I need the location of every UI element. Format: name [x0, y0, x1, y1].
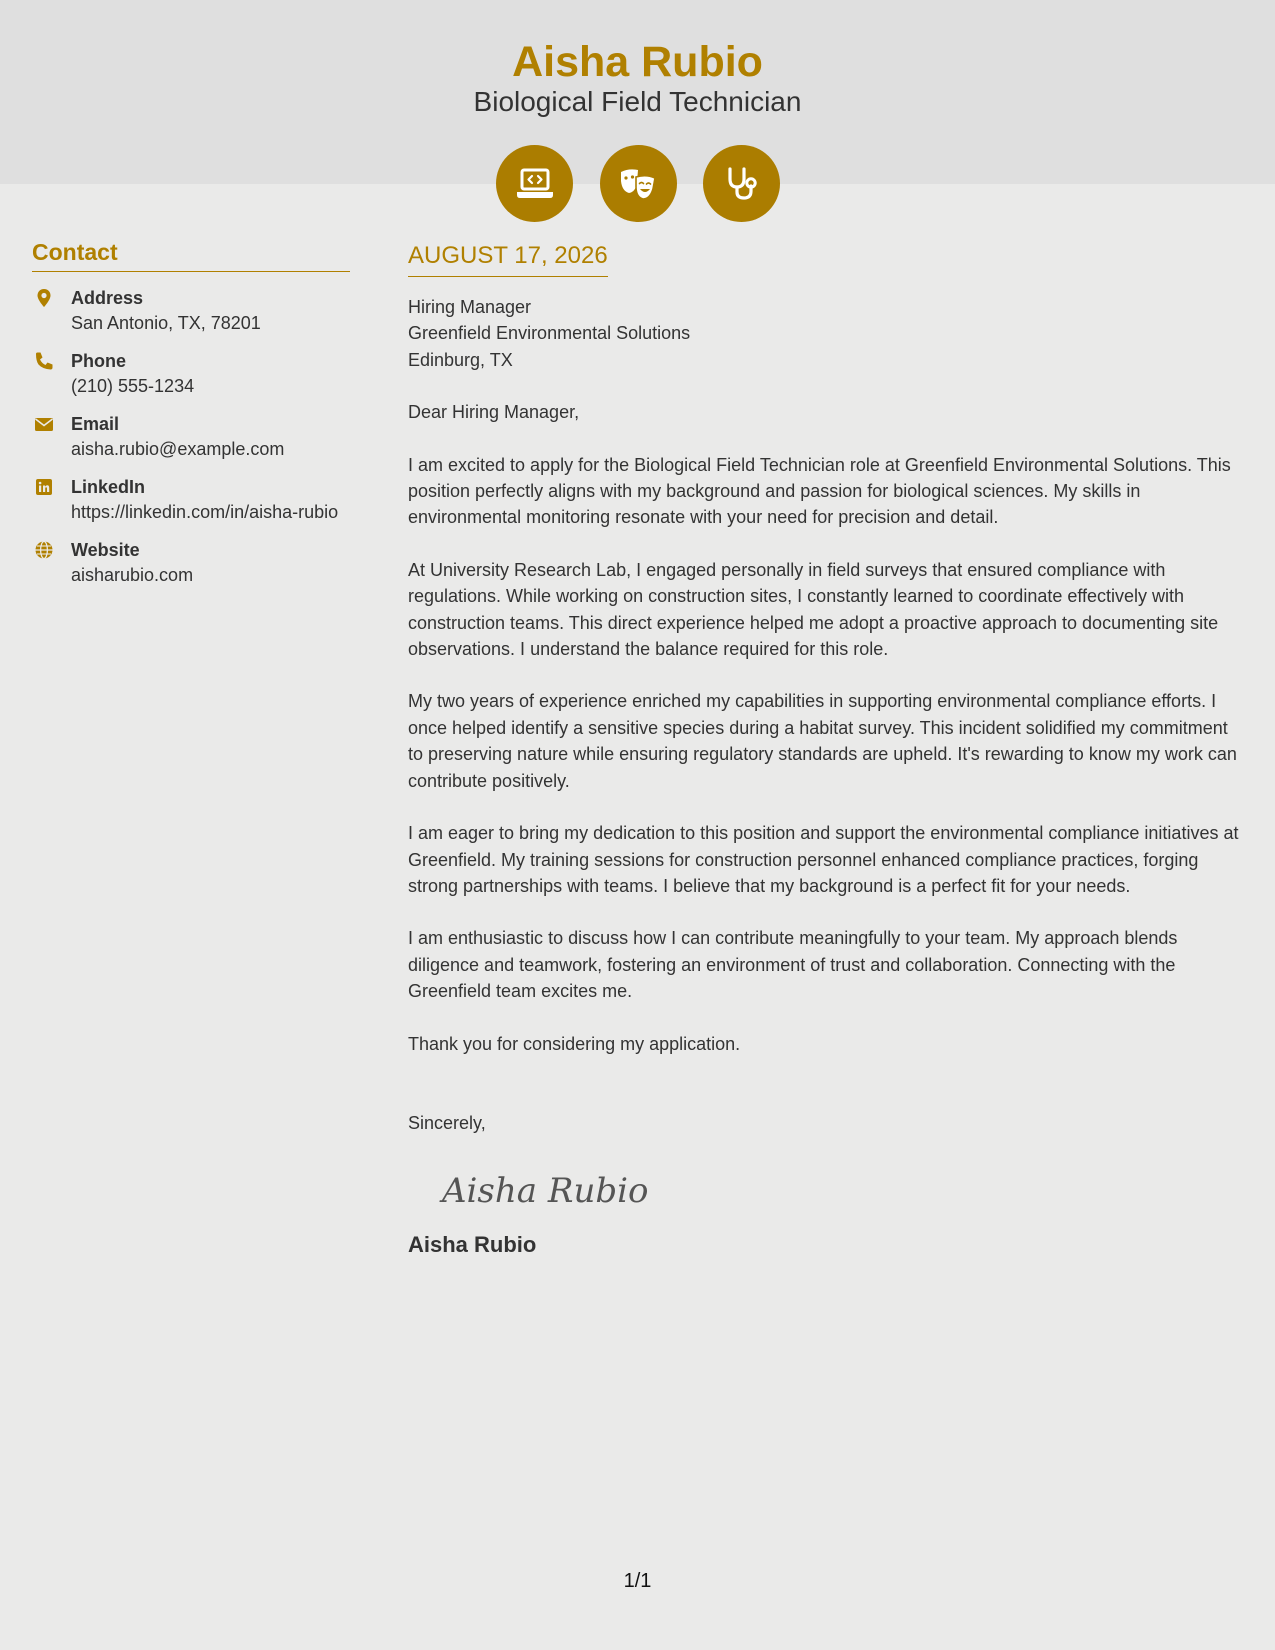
letter-date: AUGUST 17, 2026	[408, 240, 608, 277]
applicant-name: Aisha Rubio	[512, 38, 763, 86]
letter-paragraph: I am eager to bring my dedication to this position and support the environmental compliance initiatives at Greenfield. My training sessions for construction personnel enhanced compliance practices, forging strong partnerships with teams. I believe that my background is a perfect fit for your needs.	[408, 823, 1239, 896]
linkedin-icon	[34, 477, 54, 497]
signed-name: Aisha Rubio	[408, 1232, 537, 1258]
phone-icon	[34, 351, 54, 371]
contact-item-linkedin	[32, 475, 350, 525]
envelope-icon	[34, 414, 54, 434]
stethoscope-icon	[703, 145, 780, 222]
handwritten-signature	[438, 1158, 1240, 1218]
letter-paragraph: I am enthusiastic to discuss how I can contribute meaningfully to your team. My approach blends diligence and teamwork, fostering an environment of trust and collaboration. Connecting with the Greenfield team excites me.	[408, 928, 1178, 1002]
theater-masks-icon	[600, 145, 677, 222]
salutation: Dear Hiring Manager,	[408, 402, 580, 423]
page-number: 1/1	[623, 1570, 652, 1592]
closing: Sincerely,	[408, 1112, 486, 1133]
contact-value: (210) 555-1234	[71, 376, 195, 396]
recipient-location: Edinburg, TX	[408, 349, 513, 370]
contact-label: Website	[71, 540, 140, 560]
contact-label: Email	[71, 414, 120, 434]
contact-list	[32, 286, 350, 588]
recipient-name: Hiring Manager	[408, 297, 532, 317]
contact-value[interactable]: aisha.rubio@example.com	[71, 439, 285, 459]
contact-value[interactable]: aisharubio.com	[71, 565, 194, 585]
map-pin-icon	[34, 288, 54, 308]
contact-item-phone	[32, 349, 350, 399]
contact-item-website	[32, 538, 350, 588]
contact-label: Address	[71, 288, 144, 308]
globe-icon	[34, 540, 54, 560]
contact-label: Phone	[71, 351, 127, 371]
job-title: Biological Field Technician	[473, 86, 802, 117]
recipient-block	[408, 294, 1240, 373]
contact-item-email	[32, 412, 350, 462]
header-icon-row	[496, 145, 780, 223]
recipient-company: Greenfield Environmental Solutions	[408, 323, 691, 344]
contact-sidebar	[32, 236, 350, 601]
contact-item-address	[32, 286, 350, 336]
letter-body	[408, 240, 1240, 1259]
letter-paragraph: At University Research Lab, I engaged personally in field surveys that ensured compliance with regulations. While working on construction sites, I constantly learned to coordinate effectively with construction teams. This direct experience helped me adopt a proactive approach to documenting site observations. I understand the balance required for this role.	[408, 559, 1219, 660]
signature-text: Aisha Rubio	[442, 1171, 649, 1212]
contact-value: San Antonio, TX, 78201	[71, 313, 261, 333]
letter-paragraph: I am excited to apply for the Biological Field Technician role at Greenfield Environmental Solutions. This position perfectly aligns with my background and passion for biological sciences. My skills in environmental monitoring resonate with your need for precision and detail.	[408, 454, 1231, 528]
letter-paragraph: My two years of experience enriched my capabilities in supporting environmental compliance efforts. I once helped identify a sensitive species during a habitat survey. This incident solidified my commitment to preserving nature while ensuring regulatory standards are upheld. It's rewarding to know my work can contribute positively.	[408, 691, 1237, 791]
contact-heading: Contact	[32, 236, 350, 272]
contact-label: LinkedIn	[71, 477, 146, 497]
contact-value[interactable]: https://linkedin.com/in/aisha-rubio	[71, 502, 339, 522]
laptop-code-icon	[496, 145, 573, 222]
letter-paragraph: Thank you for considering my application.	[408, 1033, 741, 1054]
